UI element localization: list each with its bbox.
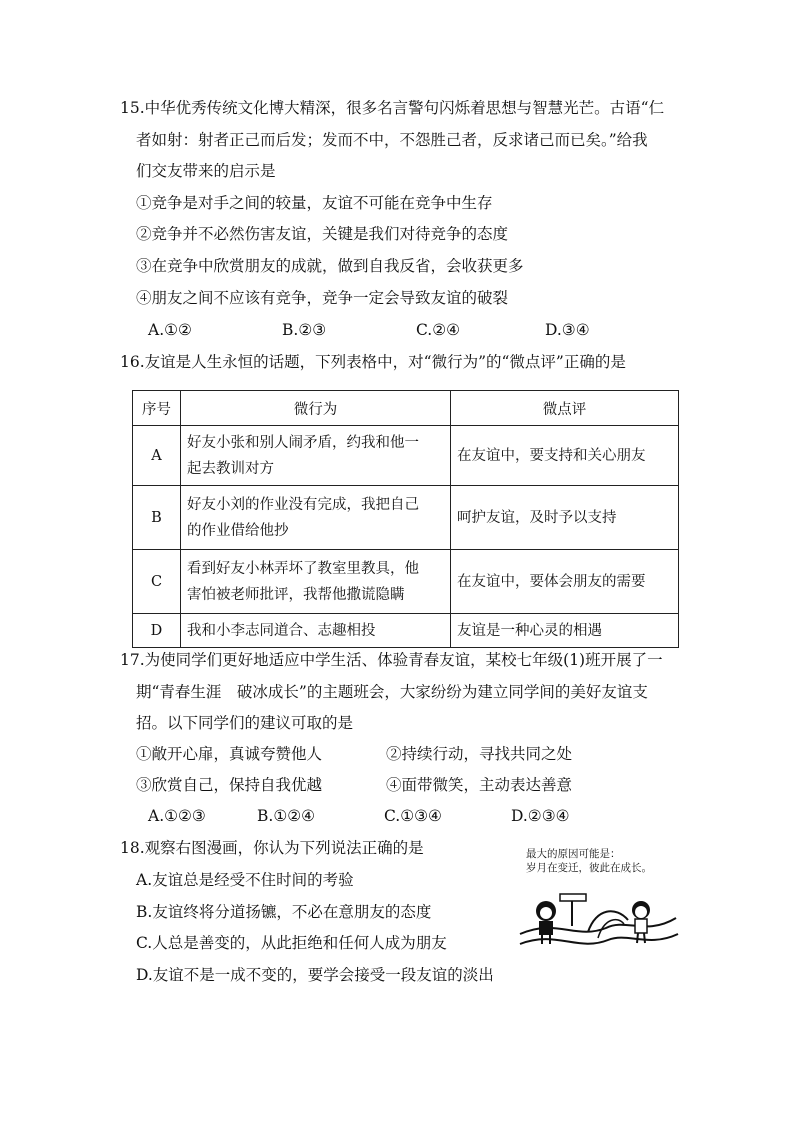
- row-comment: 在友谊中，要支持和关心朋友: [451, 426, 679, 486]
- behavior-line-2: 害怕被老师批评，我帮他撒谎隐瞒: [187, 586, 405, 603]
- q18-option-c[interactable]: C.人总是善变的，从此拒绝和任何人成为朋友: [136, 934, 447, 952]
- behavior-line-1: 好友小张和别人闹矛盾，约我和他一: [187, 434, 419, 451]
- q18-cartoon: [516, 848, 682, 960]
- behavior-line-2: 的作业借给他抄: [187, 522, 289, 539]
- q16-table: [132, 390, 679, 648]
- row-comment: 友谊是一种心灵的相遇: [451, 614, 679, 648]
- q15-stem-line-3: 们交友带来的启示是: [136, 162, 276, 180]
- q17-option-c[interactable]: C.①③④: [384, 807, 442, 825]
- q16-stem: 16.友谊是人生永恒的话题，下列表格中，对“微行为”的“微点评”正确的是: [120, 353, 626, 371]
- row-behavior: [181, 426, 451, 486]
- row-id: D: [133, 614, 181, 648]
- header-comment: 微点评: [451, 391, 679, 426]
- q15-option-a[interactable]: A.①②: [148, 321, 192, 339]
- behavior-line-1: 看到好友小林弄坏了教室里教具，他: [187, 560, 419, 577]
- row-comment: 在友谊中，要体会朋友的需要: [451, 550, 679, 614]
- q17-stem-line-2: 期“青春生涯 破冰成长”的主题班会，大家纷纷为建立同学间的美好友谊支: [136, 683, 648, 701]
- q15-option-c[interactable]: C.②④: [416, 321, 461, 339]
- q15-statement-1: ①竞争是对手之间的较量，友谊不可能在竞争中生存: [136, 194, 493, 212]
- q17-statement-4: ④面带微笑，主动表达善意: [386, 776, 573, 794]
- cartoon-illustration: [516, 848, 682, 960]
- q18-option-b[interactable]: B.友谊终将分道扬镳，不必在意朋友的态度: [136, 903, 432, 921]
- row-id: A: [133, 426, 181, 486]
- q18-option-d[interactable]: D.友谊不是一成不变的，要学会接受一段友谊的淡出: [136, 966, 494, 984]
- q17-option-b[interactable]: B.①②④: [257, 807, 316, 825]
- row-id: B: [133, 486, 181, 550]
- q17-statements-row-1: [136, 743, 676, 765]
- row-behavior: [181, 550, 451, 614]
- q17-statement-3: ③欣赏自己，保持自我优越: [136, 776, 323, 794]
- q15-options: [148, 319, 688, 341]
- table-row: [133, 550, 679, 614]
- q15-statement-3: ③在竞争中欣赏朋友的成就，做到自我反省，会收获更多: [136, 257, 524, 275]
- q15-option-d[interactable]: D.③④: [545, 321, 590, 339]
- header-serial: 序号: [133, 391, 181, 426]
- row-behavior: 我和小李志同道合、志趣相投: [181, 614, 451, 648]
- table-row: [133, 426, 679, 486]
- q18-stem: 18.观察右图漫画，你认为下列说法正确的是: [120, 839, 424, 857]
- q17-stem-line-3: 招。以下同学们的建议可取的是: [136, 714, 354, 732]
- q17-statement-2: ②持续行动，寻找共同之处: [386, 745, 573, 763]
- q15-statement-4: ④朋友之间不应该有竞争，竞争一定会导致友谊的破裂: [136, 289, 509, 307]
- table-header-row: [133, 391, 679, 426]
- row-behavior: [181, 486, 451, 550]
- header-behavior: 微行为: [181, 391, 451, 426]
- cartoon-caption-line-2: 岁月在变迁，彼此在成长。: [526, 862, 652, 874]
- q17-option-d[interactable]: D.②③④: [511, 807, 570, 825]
- q15-stem-line-2: 者如射：射者正己而后发；发而不中，不怨胜己者，反求诸己而已矣。”给我: [136, 131, 648, 149]
- behavior-line-1: 好友小刘的作业没有完成，我把自己: [187, 496, 419, 513]
- q15-stem-line-1: 15.中华优秀传统文化博大精深，很多名言警句闪烁着思想与智慧光芒。古语“仁: [120, 99, 665, 117]
- q15-statement-2: ②竞争并不必然伤害友谊，关键是我们对待竞争的态度: [136, 225, 509, 243]
- table-row: [133, 614, 679, 648]
- q17-option-a[interactable]: A.①②③: [148, 807, 206, 825]
- q18-option-a[interactable]: A.友谊总是经受不住时间的考验: [136, 871, 354, 889]
- cartoon-caption-line-1: 最大的原因可能是：: [526, 848, 621, 860]
- q15-option-b[interactable]: B.②③: [282, 321, 327, 339]
- row-comment: 呵护友谊，及时予以支持: [451, 486, 679, 550]
- q17-stem-line-1: 17.为使同学们更好地适应中学生活、体验青春友谊，某校七年级(1)班开展了一: [120, 651, 663, 669]
- table-row: [133, 486, 679, 550]
- q17-statements-row-2: [136, 774, 676, 796]
- q17-options: [148, 805, 688, 827]
- row-id: C: [133, 550, 181, 614]
- behavior-line-2: 起去教训对方: [187, 460, 274, 477]
- q17-statement-1: ①敞开心扉，真诚夸赞他人: [136, 745, 323, 763]
